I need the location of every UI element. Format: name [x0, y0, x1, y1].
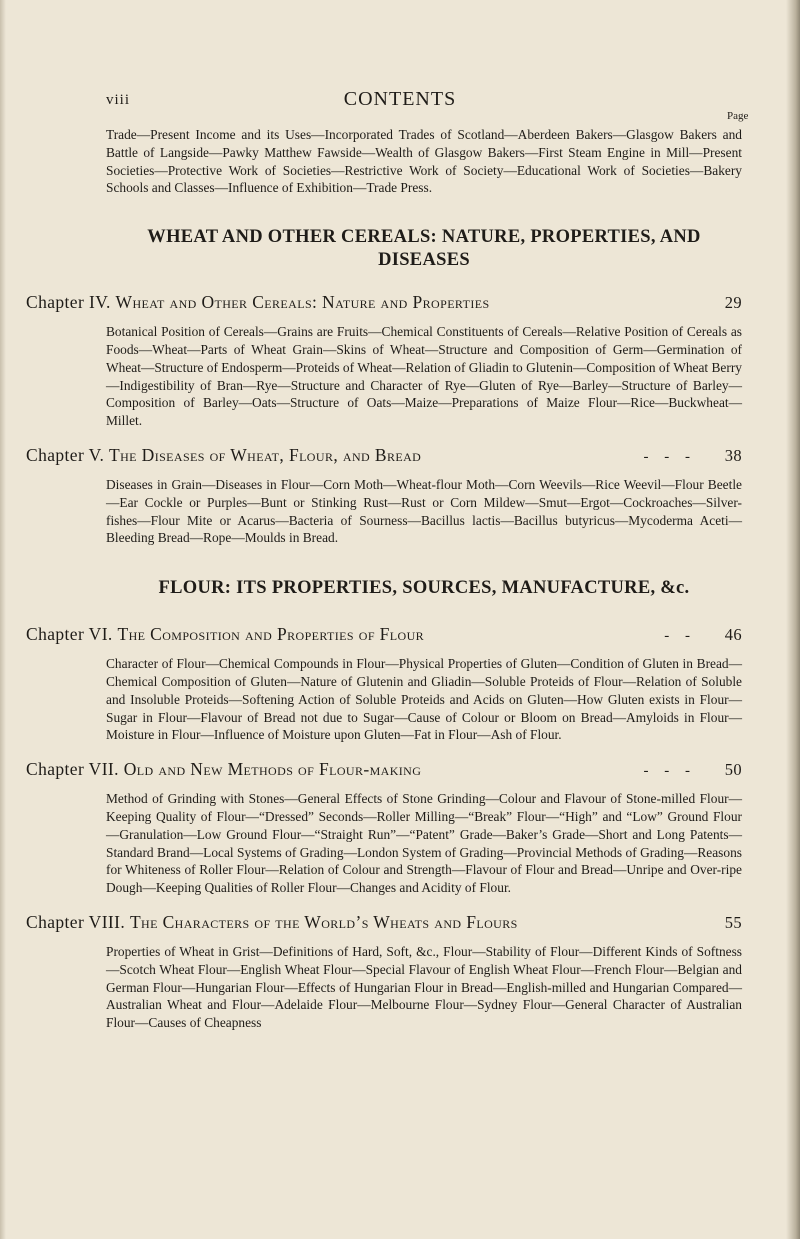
chapter-heading[interactable]: [26, 624, 742, 645]
chapter-number: Chapter VII.: [26, 759, 119, 780]
chapter-page: 38: [724, 445, 742, 465]
chapter-title: Wheat and Other Cereals: Nature and Properties: [115, 292, 490, 313]
chapter-entry: [26, 624, 742, 645]
chapter-entry: [26, 445, 742, 466]
chapter-number: Chapter VI.: [26, 624, 113, 645]
chapter-heading[interactable]: [26, 912, 742, 933]
chapter-title: The Composition and Properties of Flour: [117, 624, 425, 645]
page-number: viii: [106, 92, 131, 108]
chapter-number: Chapter IV.: [26, 292, 111, 313]
contents-body: [26, 126, 742, 1032]
chapter-summary: Character of Flour—Chemical Compounds in Flour—Physical Properties of Gluten—Condition of Gluten in Bread—Chemical Composition of Gluten—Nature of Glutenin and Gliadin—Soluble Proteids of Flour—Relation of Soluble and Insoluble Proteids—Softening Action of Soluble Proteids and Acids on Gluten—How Gluten exists in Flour—Sugar in Flour—Flavour of Bread not due to Sugar—Cause of Colour or Bloom on Bread—Amyloids in Flour—Moisture in Flour—Influence of Moisture upon Gluten—Fat in Flour—Ash of Flour.: [106, 656, 742, 743]
leader-dashes: - -: [664, 628, 696, 645]
chapter-page: 46: [724, 625, 742, 645]
chapter-number: Chapter V.: [26, 444, 105, 465]
page-column-label: Page: [727, 110, 749, 122]
chapter-heading[interactable]: [26, 292, 742, 313]
chapter-entry: [26, 912, 742, 933]
part-heading-cereals: WHEAT AND OTHER CEREALS: NATURE, PROPERTIES, AND DISEASES: [147, 227, 701, 271]
chapter-entry: [26, 292, 742, 313]
chapter-heading[interactable]: [26, 759, 742, 780]
chapter-page: 29: [724, 293, 742, 313]
chapter-summary: Method of Grinding with Stones—General Effects of Stone Grinding—Colour and Flavour of Stone-milled Flour—Keeping Quality of Flour—“Dressed” Seconds—Roller Milling—“Break” Flour—“High” and “Low” Ground Flour—Granulation—Low Ground Flour—“Straight Run”—“Patent” Grade—Baker’s Grade—Short and Long Patents—Standard Brand—Local Systems of Grading—London System of Grading—Provincial Methods of Grading—Reasons for Whiteness of Roller Flour—Relation of Colour and Strength—Flavour of Flour and Bread—Unripe and Over-ripe Dough—Keeping Qualities of Roller Flour—Changes and Acidity of Flour.: [106, 791, 742, 896]
chapter-page: 50: [724, 760, 742, 780]
page-edge-shadow-left: [0, 0, 6, 1239]
chapter-entry: [26, 759, 742, 780]
chapter-title: Old and New Methods of Flour-making: [123, 759, 422, 780]
part-heading-flour: FLOUR: ITS PROPERTIES, SOURCES, MANUFACTURE, &c.: [158, 578, 690, 599]
leader-dashes: - - -: [643, 763, 696, 780]
chapter-number: Chapter VIII.: [26, 911, 126, 932]
intro-summary: Trade—Present Income and its Uses—Incorporated Trades of Scotland—Aberdeen Bakers—Glasgow Bakers and Battle of Langside—Pawky Matthew Fawside—Wealth of Glasgow Bakers—First Steam Engine in Mill—Present Societies—Protective Work of Societies—Restrictive Work of Society—Educational Work of Societies—Bakery Schools and Classes—Influence of Exhibition—Trade Press.: [106, 127, 742, 196]
running-title: CONTENTS: [343, 88, 457, 110]
chapter-summary: Properties of Wheat in Grist—Definitions of Hard, Soft, &c., Flour—Stability of Flour—Different Kinds of Softness—Scotch Wheat Flour—English Wheat Flour—Special Flavour of English Wheat Flour—French Flour—Belgian and German Flour—Hungarian Flour—Effects of Hungarian Flour in Bread—English-milled and Hungarian Compared—Australian Wheat and Flour—Adelaide Flour—Melbourne Flour—Sydney Flour—General Character of Australian Flour—Causes of Cheapness: [106, 943, 742, 1031]
chapter-page: 55: [724, 912, 742, 932]
running-header: [0, 88, 800, 112]
chapter-summary: Botanical Position of Cereals—Grains are Fruits—Chemical Constituents of Cereals—Relative Position of Cereals as Foods—Wheat—Parts of Wheat Grain—Skins of Wheat—Structure and Composition of Germ—Germination of Wheat—Structure of Endosperm—Proteids of Wheat—Relation of Gliadin to Glutenin—Composition of Wheat Berry—Indigestibility of Bran—Rye—Structure and Character of Rye—Gluten of Rye—Barley—Structure of Barley—Composition of Barley—Oats—Structure of Oats—Maize—Preparations of Maize Flour—Rice—Buckwheat—Millet.: [106, 324, 742, 429]
chapter-title: The Characters of the World’s Wheats and Flours: [129, 911, 518, 932]
page-edge-shadow-right: [786, 0, 800, 1239]
chapter-title: The Diseases of Wheat, Flour, and Bread: [109, 444, 422, 465]
chapter-heading[interactable]: [26, 445, 742, 466]
leader-dashes: - - -: [643, 448, 696, 465]
chapter-summary: Diseases in Grain—Diseases in Flour—Corn Moth—Wheat-flour Moth—Corn Weevils—Rice Weevil—Flour Beetle—Ear Cockle or Purples—Bunt or Stinking Rust—Rust or Corn Mildew—Smut—Ergot—Cockroaches—Silver-fishes—Flour Mite or Acarus—Bacteria of Sourness—Bacillus lactis—Bacillus butyricus—Mycoderma Aceti—Bleeding Bread—Rope—Moulds in Bread.: [106, 476, 742, 546]
